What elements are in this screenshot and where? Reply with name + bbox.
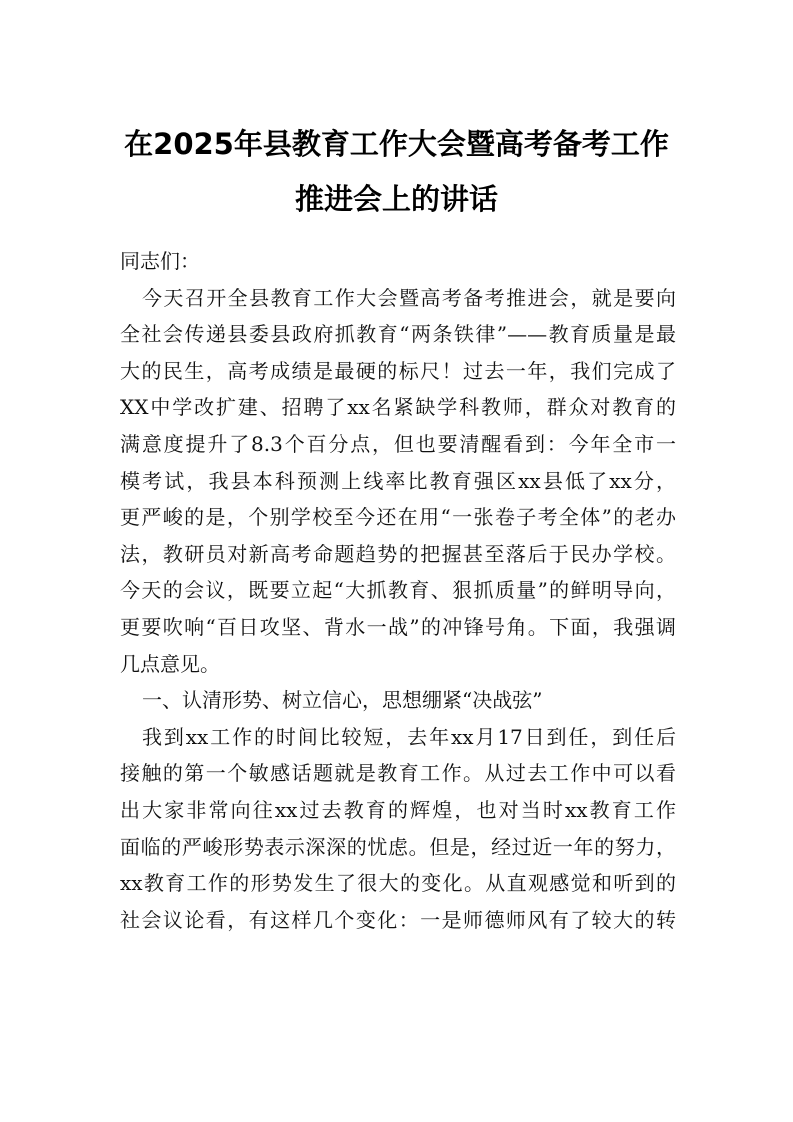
- paragraph-line: 社会议论看，有这样几个变化：一是师德师风有了较大的转: [120, 907, 676, 932]
- paragraph-line: 满意度提升了8.3个百分点，但也要清醒看到：今年全市一: [120, 431, 676, 456]
- paragraph-line: 出大家非常向往xx过去教育的辉煌，也对当时xx教育工作: [120, 797, 676, 822]
- paragraph-line: 全社会传递县委县政府抓教育“两条铁律”——教育质量是最: [120, 322, 676, 347]
- speech-body: [120, 243, 676, 938]
- paragraph-line: 今天召开全县教育工作大会暨高考备考推进会，就是要向: [142, 285, 676, 310]
- paragraph-line: XX中学改扩建、招聘了xx名紧缺学科教师，群众对教育的: [120, 395, 676, 420]
- paragraph-line: 我到xx工作的时间比较短，去年xx月17日到任，到任后: [142, 724, 676, 749]
- paragraph-line: 今天的会议，既要立起“大抓教育、狠抓质量”的鲜明导向，: [120, 578, 676, 603]
- paragraph-line: 接触的第一个敏感话题就是教育工作。从过去工作中可以看: [120, 761, 676, 786]
- paragraph-line: 更要吹响“百日攻坚、背水一战”的冲锋号角。下面，我强调: [120, 614, 676, 639]
- paragraph-line: xx教育工作的形势发生了很大的变化。从直观感觉和听到的: [120, 871, 676, 896]
- paragraph-line: 面临的严峻形势表示深深的忧虑。但是，经过近一年的努力，: [120, 834, 676, 859]
- paragraph-line: 法，教研员对新高考命题趋势的把握甚至落后于民办学校。: [120, 541, 676, 566]
- paragraph-line: 更严峻的是，个别学校至今还在用“一张卷子考全体”的老办: [120, 505, 676, 530]
- paragraph-line: 模考试，我县本科预测上线率比教育强区xx县低了xx分，: [120, 468, 676, 493]
- salutation: 同志们：: [120, 249, 200, 273]
- section-heading: 一、认清形势、树立信心，思想绷紧“决战弦”: [142, 688, 543, 713]
- paragraph-line: 几点意见。: [120, 651, 220, 676]
- paragraph-line: 大的民生，高考成绩是最硬的标尺！过去一年，我们完成了: [120, 358, 676, 383]
- title-line-1: 在2025年县教育工作大会暨高考备考工作: [124, 127, 669, 161]
- title-line-2: 推进会上的讲话: [294, 182, 498, 216]
